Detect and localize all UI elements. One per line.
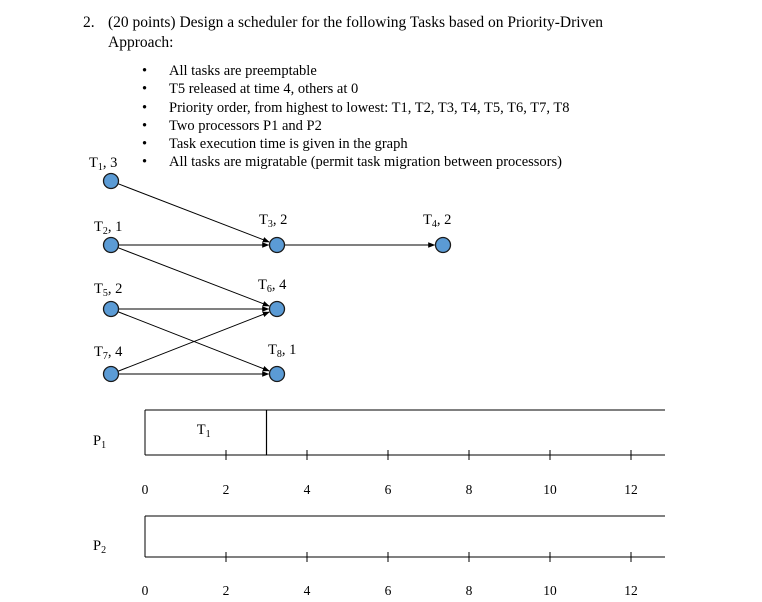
task-subscript: 5 xyxy=(102,288,108,299)
axis-tick-label: 4 xyxy=(303,583,311,598)
processor-name: P xyxy=(93,538,102,554)
block-task-subscript: 1 xyxy=(205,429,211,440)
task-exec-time: , 2 xyxy=(272,212,288,228)
question-number: 2. xyxy=(83,14,95,31)
task-name: T xyxy=(423,212,432,228)
task-name: T xyxy=(94,344,103,360)
axis-tick-label: 2 xyxy=(222,583,230,598)
axis-tick-label: 8 xyxy=(465,583,473,598)
axis-tick-label: 6 xyxy=(384,482,392,497)
bullet-icon: • xyxy=(142,136,148,153)
bullet-text: T5 released at time 4, others at 0 xyxy=(169,81,359,98)
bullet-icon: • xyxy=(142,63,148,79)
task-subscript: 4 xyxy=(431,219,437,230)
bullet-icon: • xyxy=(142,154,148,171)
processor-label-p2 xyxy=(93,538,106,555)
question-text-line2: Approach: xyxy=(108,34,174,51)
task-name: T xyxy=(94,281,103,297)
axis-tick-label: 4 xyxy=(303,482,311,497)
axis-tick-label: 6 xyxy=(384,583,392,598)
axis-tick-label: 0 xyxy=(141,583,149,598)
task-exec-time: , 3 xyxy=(102,155,118,171)
task-name: T xyxy=(268,342,277,358)
task-exec-time: , 4 xyxy=(271,277,287,293)
task-exec-time: , 2 xyxy=(436,212,452,228)
bullet-icon: • xyxy=(142,81,148,98)
task-name: T xyxy=(259,212,268,228)
bullet-text: All tasks are migratable (permit task migration between processors) xyxy=(169,154,562,171)
bullet-text: Task execution time is given in the graph xyxy=(169,136,408,153)
task-subscript: 8 xyxy=(276,349,282,360)
task-exec-time: , 2 xyxy=(107,281,123,297)
bullet-icon: • xyxy=(142,117,148,134)
axis-tick-label: 0 xyxy=(141,482,149,497)
task-exec-time: , 4 xyxy=(107,344,123,360)
axis-tick-label: 12 xyxy=(624,583,638,598)
task-subscript: 7 xyxy=(102,351,108,362)
axis-tick-label: 10 xyxy=(543,482,557,497)
bullet-text: Priority order, from highest to lowest: T1, T2, T3, T4, T5, T6, T7, T8 xyxy=(169,99,570,116)
task-exec-time: , 1 xyxy=(281,342,297,358)
question-text-line1: (20 points) Design a scheduler for the following Tasks based on Priority-Driven xyxy=(108,14,603,31)
task-subscript: 2 xyxy=(102,226,108,237)
axis-tick-label: 8 xyxy=(465,482,473,497)
task-name: T xyxy=(94,219,103,235)
processor-name: P xyxy=(93,433,102,449)
bullet-icon: • xyxy=(142,99,148,116)
axis-tick-label: 12 xyxy=(624,482,638,497)
processor-subscript: 1 xyxy=(101,440,107,451)
task-exec-time: , 1 xyxy=(107,219,123,235)
block-task-name: T xyxy=(196,422,206,438)
task-subscript: 6 xyxy=(266,284,272,295)
task-subscript: 1 xyxy=(97,162,103,173)
axis-tick-label: 2 xyxy=(222,482,230,497)
axis-tick-label: 10 xyxy=(543,583,557,598)
bullet-text: All tasks are preemptable xyxy=(169,63,317,79)
processor-subscript: 2 xyxy=(101,545,107,556)
task-name: T xyxy=(89,155,98,171)
task-name: T xyxy=(258,277,267,293)
task-subscript: 3 xyxy=(267,219,273,230)
bullet-text: Two processors P1 and P2 xyxy=(169,117,322,134)
